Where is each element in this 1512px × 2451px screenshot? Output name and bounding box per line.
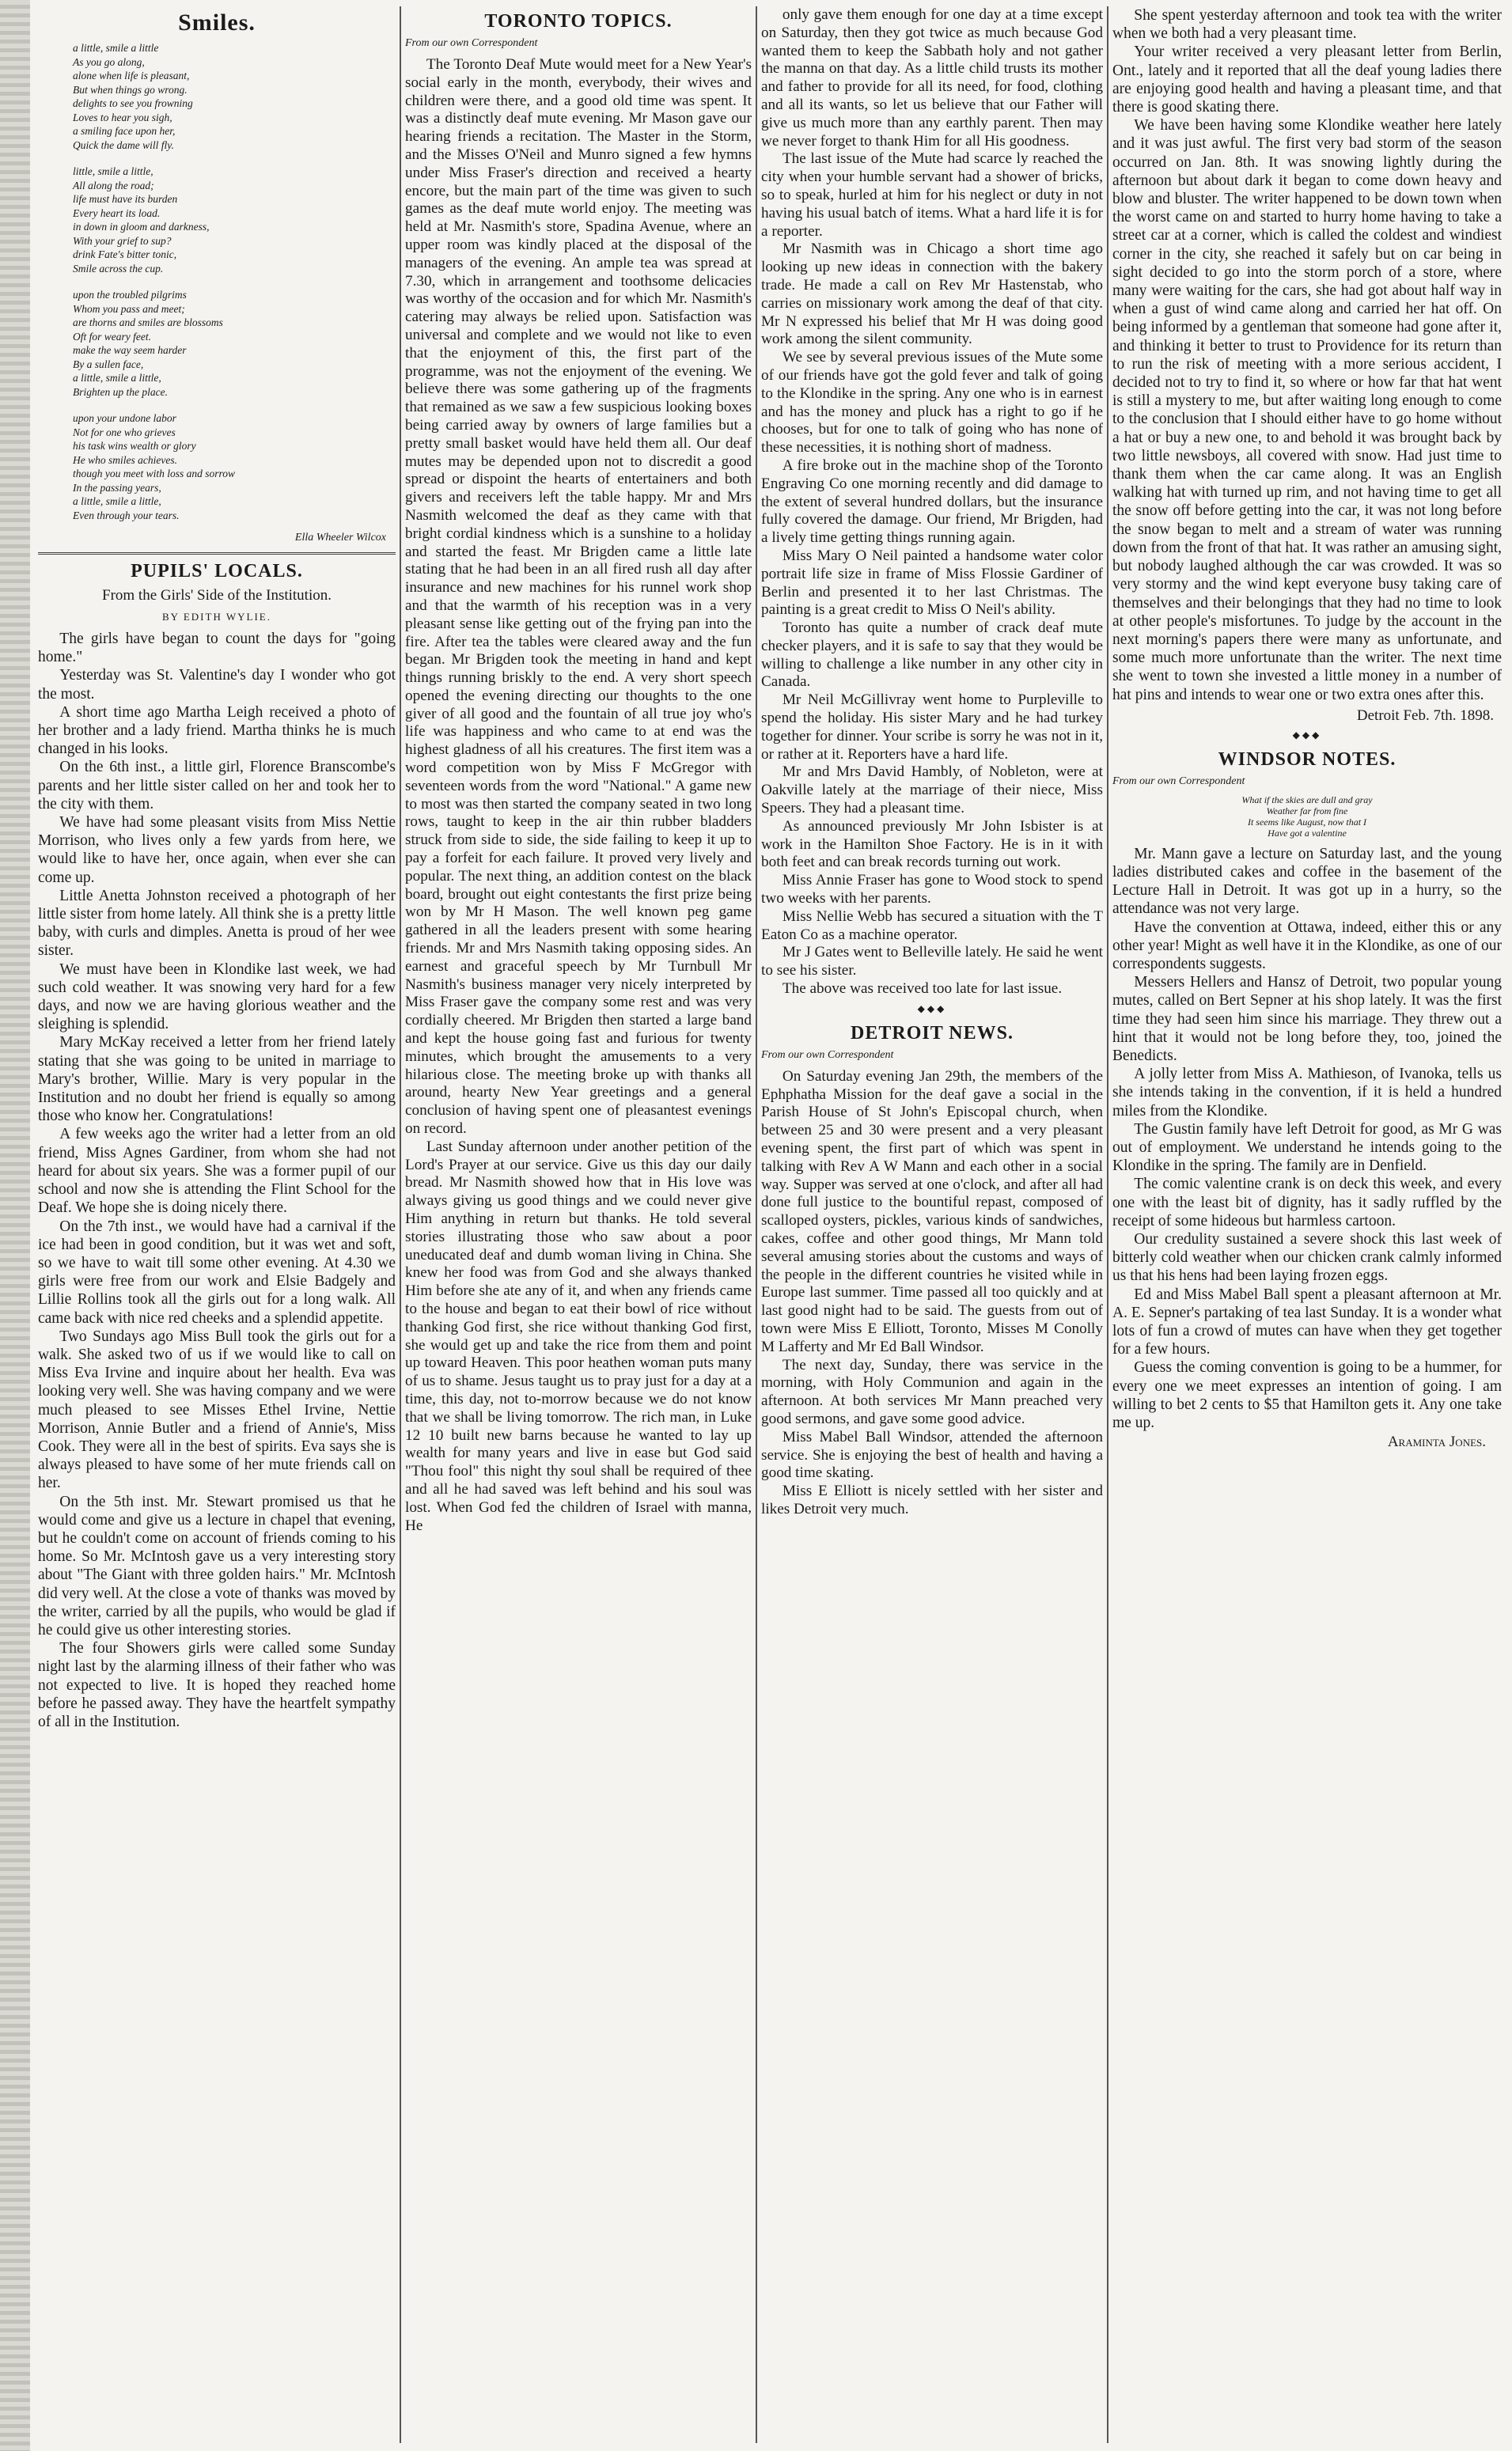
paragraph: The four Showers girls were called some Sunday night last by the alarming illness of their father who was not expected to live. It is hoped they reached home before he passed away. They have the heartfelt sympathy of all in the Institution. bbox=[38, 1640, 396, 1730]
detroit-news-byline: From our own Correspondent bbox=[761, 1048, 894, 1061]
motto-line: Weather far from fine bbox=[1266, 805, 1348, 816]
paragraph: Miss Mary O Neil painted a handsome water color portrait life size in frame of Miss Flossie Gardiner of Berlin and presented it to her last Christmas. The painting is a great credit to Miss O Neil's ability. bbox=[761, 547, 1103, 619]
windsor-notes-title: WINDSOR NOTES. bbox=[1218, 748, 1396, 770]
paragraph: Our credulity sustained a severe shock this last week of bitterly cold weather when our chicken crank calmly informed us that his hens had been laying frozen eggs. bbox=[1112, 1230, 1502, 1285]
paragraph: As announced previously Mr John Isbister is at work in the Hamilton Shoe Factory. He is in it with both feet and can break records turning out work. bbox=[761, 817, 1103, 871]
poem-line: upon the troubled pilgrims bbox=[73, 289, 187, 301]
poem-line: Whom you pass and meet; bbox=[73, 302, 185, 315]
poem-line: upon your undone labor bbox=[73, 412, 176, 424]
paragraph: The Toronto Deaf Mute would meet for a New Year's social early in the month, everybody, their wives and children were there, and a good old time was spent. It was a distinctly deaf mute evening. Mr Mason gave our hearing friends a recitation. The Master in the Storm, and the Misses O'Neil and Munro signed a few hymns under Miss Fraser's direction and received a hearty encore, but the main part of the time was given to such games as the deaf mute world enjoy. The meeting was held at Mr. Nasmith's store, Spadina Avenue, where an upper room was kindly placed at the disposal of the managers of the evening. An ample tea was spread at 7.30, which in arrangement and toothsome delicacies was worthy of the occasion and for which Mr. Nasmith's catering may always be relied upon. Satisfaction was universal and complete and we would not like to even that the enjoyment of this, the first part of the programme, was not the enjoyment of the evening. We believe there was some gathering up of the fragments that remained as we saw a few suspicious looking boxes being carried away by owners of large families but a pretty small basket would have held them all. Our deaf mutes may be depended upon not to discredit a good spread or dispoint the hearts of entertainers and both givers and receivers left the table happy. Mr and Mrs Nasmith welcomed the deaf as they came with that bright cordial kindness which is a sunshine to a holiday and started the feast. Mr Brigden came a little late stating that he had been in an all fired rush all day after insurance and new machines for his runnel work shop and that the warmth of his reception was in a very pleasant sense like getting out of the frying pan into the fire. After tea the tables were cleared away and the fun began. Mr Brigden took the meeting in hand and kept things running briskly to the end. A very short speech opened the evening directing our thoughts to the one giver of all good and the fountain of all true joy who's life was happiness and who came to at end was the highest gladness of all his creatures. The first item was a word competition won by Miss F McGregor with seventeen words from the word "National." A game new to most was then started the company seated in two long rows, taught to keep in the air thin rubber bladders struck from side to side, the side failing to keep it up to pay a forfeit for each failure. It proved very lively and popular. The next thing, an addition contest on the black board, brought out eight contestants the first prize being won by Mr H Mason. The well known peg game gathered in all the leaders present with some hearing friends. Mr and Mrs Nasmith taking opposing sides. An earnest and graceful speech by Mr Turnbull Mr Nasmith's business manager very nicely interpreted by Miss Fraser gave the company some rest and was very cordially cheered. Mr Brigden then started a large band and kept the house going fast and furious for twenty minutes, which brought the amusements to a very hilarious close. The meeting broke up with thanks all around, hearty New Year greetings and a general conclusion of having spent one of pleasantest evenings on record. bbox=[405, 56, 752, 1138]
paragraph: Mr and Mrs David Hambly, of Nobleton, were at Oakville lately at the marriage of their niece, Miss Speers. They had a pleasant time. bbox=[761, 763, 1103, 817]
poem-line: a little, smile a little bbox=[73, 42, 159, 54]
article-body bbox=[38, 630, 396, 1731]
toronto-topics-continued bbox=[761, 6, 1103, 998]
paragraph: On the 6th inst., a little girl, Florence Branscombe's parents and her little sister called on her and took her to the city with them. bbox=[38, 759, 396, 813]
poem-line: make the way seem harder bbox=[73, 344, 187, 356]
paragraph: The above was received too late for last issue. bbox=[782, 980, 1063, 998]
poem-line: Even through your tears. bbox=[73, 509, 180, 521]
poem-line: Brighten up the place. bbox=[73, 385, 168, 398]
poem-line: in down in gloom and darkness, bbox=[73, 221, 210, 233]
pupils-locals-title: PUPILS' LOCALS. bbox=[131, 561, 303, 581]
paragraph: Mary McKay received a letter from her friend lately stating that she was going to be united in marriage to Mary's brother, Willie. Mary is very popular in the Institution and no doubt her friend is equally so among those who know her. Congratulations! bbox=[38, 1034, 396, 1125]
detroit-news-article bbox=[761, 1023, 1103, 1519]
pupils-locals-subtitle: From the Girls' Side of the Institution. bbox=[102, 587, 332, 604]
toronto-topics-title: TORONTO TOPICS. bbox=[484, 11, 673, 32]
paragraph: A fire broke out in the machine shop of the Toronto Engraving Co one morning recently and did damage to the extent of several hundred dollars, but the insurance fully covered the damage. Our friend, Mr Brigden, had a lively time getting things running again. bbox=[761, 456, 1103, 547]
section-ornament: ◆◆◆ bbox=[1292, 729, 1322, 741]
poem-line: drink Fate's bitter tonic, bbox=[73, 248, 177, 260]
paragraph: Mr Neil McGillivray went home to Purpleville to spend the holiday. His sister Mary and he had turkey together for dinner. Your scribe is sorry he was not in it, or rather at it. Reporters have a hard life. bbox=[761, 691, 1103, 763]
paragraph: Toronto has quite a number of crack deaf mute checker players, and it is safe to say that they would be willing to challenge a like number in any other city in Canada. bbox=[761, 619, 1103, 691]
column-1 bbox=[38, 6, 396, 2443]
paragraph: The girls have began to count the days for "going home." bbox=[38, 631, 396, 666]
detroit-dateline: Detroit Feb. 7th. 1898. bbox=[1356, 707, 1494, 724]
paragraph: A short time ago Martha Leigh received a photo of her brother and a lady friend. Martha thinks he is much changed in his looks. bbox=[38, 703, 396, 758]
paragraph: Little Anetta Johnston received a photograph of her little sister from home lately. All think she is a pretty little baby, with curls and dimples. Anetta is proud of her wee sister. bbox=[38, 887, 396, 960]
poem-stanza bbox=[73, 165, 396, 275]
paragraph: The Gustin family have left Detroit for good, as Mr G was out of employment. We understand he intends going to the Klondike in the spring. The family are in Denfield. bbox=[1112, 1120, 1502, 1175]
paragraph: A few weeks ago the writer had a letter from an old friend, Miss Agnes Gardiner, from whom she had not heard for about six years. She was a former pupil of our school and now she is attending the Flint School for the Deaf. We hope she is doing nicely there. bbox=[38, 1126, 396, 1217]
poem-stanza bbox=[73, 288, 396, 399]
detroit-news-title: DETROIT NEWS. bbox=[851, 1022, 1014, 1044]
paragraph: She spent yesterday afternoon and took tea with the writer when we both had a very pleasant time. bbox=[1112, 7, 1502, 43]
paragraph: Guess the coming convention is going to be a hummer, for every one we meet expresses an intention of going. I am willing to bet 2 cents to $5 that Hamilton gets it. Any one take me up. bbox=[1112, 1359, 1502, 1432]
column-2 bbox=[405, 6, 752, 2443]
column-rule bbox=[1107, 6, 1108, 2443]
toronto-topics-byline: From our own Correspondent bbox=[405, 37, 538, 49]
poem-stanza bbox=[73, 41, 396, 152]
poem-line: Every heart its load. bbox=[73, 206, 161, 219]
paragraph: Two Sundays ago Miss Bull took the girls out for a walk. She asked two of us if we would like to call on Miss Eva Irvine and inquire about her health. Eva was looking very well. She was having company and we were much pleased to see Misses Ethel Irvine, Nettie Morrison, Annie Butler and a friend of Annie's, Miss Cook. They were all in the best of spirits. Eva says she is always pleased to have some of her mute friends call on her. bbox=[38, 1328, 396, 1492]
paragraph: Ed and Miss Mabel Ball spent a pleasant afternoon at Mr. A. E. Sepner's partaking of tea last Sunday. It is a wonder what lots of fun a crowd of mutes can have when they get together for a few hours. bbox=[1112, 1286, 1502, 1358]
poem-line: life must have its burden bbox=[73, 193, 178, 205]
poem-line: little, smile a little, bbox=[73, 165, 153, 177]
poem-line: are thorns and smiles are blossoms bbox=[73, 316, 223, 328]
windsor-signature: Araminta Jones. bbox=[1387, 1434, 1486, 1451]
poem-line: his task wins wealth or glory bbox=[73, 440, 196, 452]
poem-line: delights to see you frowning bbox=[73, 97, 193, 109]
paragraph: We have had some pleasant visits from Miss Nettie Morrison, who lives only a few yards from here, we would like to have her, once again, when ever she can come up. bbox=[38, 814, 396, 886]
poem-line: though you meet with loss and sorrow bbox=[73, 468, 236, 479]
windsor-notes-article bbox=[1112, 749, 1502, 1452]
poem-line: As you go along, bbox=[73, 55, 145, 68]
paragraph: Yesterday was St. Valentine's day I wonder who got the most. bbox=[38, 667, 396, 703]
article-body bbox=[405, 56, 752, 1535]
paragraph: On Saturday evening Jan 29th, the members of the Ephphatha Mission for the deaf gave a social in the Parish House of St John's Episcopal church, when between 25 and 30 were present and a very pleasant evening spent, the first part of which was spent in talking with Rev A W Mann and each other in a social way. Supper was served at one o'clock, and after all had done full justice to the bountiful repast, composed of scalloped oysters, pickles, various kinds of sandwiches, cakes, coffee and other good things, Mr Mann told several amusing stories about the customs and ways of the people in the different countries he visited while in Europe last summer. Time passed all too quickly and at last good night had to be said. The guests from out of town were Miss E Elliott, Toronto, Misses M Conolly M Lafferty and Mr Ed Ball Windsor. bbox=[761, 1067, 1103, 1355]
column-3 bbox=[761, 6, 1103, 2443]
paragraph: We must have been in Klondike last week, we had such cold weather. It was snowing very hard for a few days, and now we are having glorious weather and the sleighing is splendid. bbox=[38, 960, 396, 1033]
poem-author: Ella Wheeler Wilcox bbox=[294, 532, 386, 544]
article-body bbox=[1112, 845, 1502, 1433]
column-rule bbox=[756, 6, 757, 2443]
paragraph: A jolly letter from Miss A. Mathieson, of Ivanoka, tells us she intends taking in the convention, if it is held a hundred miles from the Klondike. bbox=[1112, 1066, 1502, 1119]
poem-line: But when things go wrong. bbox=[73, 83, 188, 96]
poem-line: Smile across the cup. bbox=[73, 262, 164, 275]
paragraph: Messers Hellers and Hansz of Detroit, two popular young mutes, called on Bert Sepner at his shop lately. It was the first time they had seen him since his marriage. They threw out a hint that it would not be long before they, too, joined the Benedicts. bbox=[1112, 974, 1502, 1064]
detroit-news-continued bbox=[1112, 6, 1502, 704]
column-4 bbox=[1112, 6, 1502, 2443]
poem-line: Not for one who grieves bbox=[73, 426, 176, 438]
paragraph: The next day, Sunday, there was service in the morning, with Holy Communion and again in the afternoon. At both services Mr Mann preached very good sermons, and gave some good advice. bbox=[761, 1356, 1103, 1427]
paragraph: Miss Nellie Webb has secured a situation with the T Eaton Co as a machine operator. bbox=[761, 907, 1103, 943]
paragraph: We see by several previous issues of the Mute some of our friends have got the gold fever and talk of going to the Klondike in the spring. Any one who is in earnest and has the money and pluck has a right to go if he chooses, but for one to talk of going who has none of these necessities, it is nothing short of madness. bbox=[761, 349, 1103, 456]
section-divider bbox=[38, 552, 396, 555]
paragraph: Miss Annie Fraser has gone to Wood stock to spend two weeks with her parents. bbox=[761, 872, 1103, 907]
poem-line: By a sullen face, bbox=[73, 358, 144, 370]
poem-line: Oft for weary feet. bbox=[73, 330, 151, 343]
poem-line: All along the road; bbox=[73, 179, 154, 191]
toronto-topics-article bbox=[405, 11, 752, 1535]
paragraph: Miss Mabel Ball Windsor, attended the afternoon service. She is enjoying the best of health and having a good time skating. bbox=[761, 1428, 1103, 1482]
poem-line: In the passing years, bbox=[73, 481, 161, 494]
poem-line: a smiling face upon her, bbox=[73, 125, 176, 137]
poem-title: Smiles. bbox=[178, 9, 256, 36]
paragraph: The comic valentine crank is on deck this week, and every one with the least bit of dignity, has it sadly ruffled by the receipt of some hideous but harmless cartoon. bbox=[1112, 1176, 1502, 1229]
paragraph: Have the convention at Ottawa, indeed, either this or any other year! Might as well have it in the Klondike, as one of our correspondents suggests. bbox=[1112, 919, 1502, 972]
column-rule bbox=[400, 6, 401, 2443]
poem-stanza bbox=[73, 411, 396, 522]
poem-line: Loves to hear you sigh, bbox=[73, 111, 172, 123]
page-binding-edge bbox=[0, 0, 30, 2451]
article-body bbox=[761, 1068, 1103, 1519]
paragraph: On the 7th inst., we would have had a carnival if the ice had been in good condition, but it was wet and soft, so we have to wait till some other evening. At 4.30 we girls were free from our work and Elsie Badgely and Lillie Rollins took all the girls out for a long walk. All came back with nice red cheeks and a splendid appetite. bbox=[38, 1218, 396, 1327]
poem-body bbox=[73, 41, 396, 522]
pupils-locals-author: BY EDITH WYLIE. bbox=[162, 611, 271, 623]
pupils-locals-article bbox=[38, 561, 396, 1731]
poem-line: He who smiles achieves. bbox=[73, 453, 177, 466]
motto-line: Have got a valentine bbox=[1268, 827, 1347, 839]
section-ornament: ◆◆◆ bbox=[917, 1002, 947, 1014]
windsor-motto-verse bbox=[1136, 794, 1478, 839]
poem-line: a little, smile a little, bbox=[73, 495, 161, 507]
paragraph: Your writer received a very pleasant letter from Berlin, Ont., lately and it reported that all the deaf young ladies there are enjoying good health and having a pleasant time, and that there is good skating there. bbox=[1112, 44, 1502, 116]
paragraph: Mr J Gates went to Belleville lately. He said he went to see his sister. bbox=[761, 944, 1103, 979]
paragraph: The last issue of the Mute had scarce ly reached the city when your humble servant had a shower of bricks, so to speak, hurled at him for his neglect or duty in not having his usual batch of items. What a hard life it is for a reporter. bbox=[761, 150, 1103, 240]
paragraph: only gave them enough for one day at a time except on Saturday, then they got twice as much because God wanted them to keep the Sabbath holy and not gather the manna on that day. As a little child trusts its mother and father to provide for all its need, for food, clothing and all its wants, so let us believe that our Father will give us much more than any earthly parent. Then may we never forget to thank Him for all His goodness. bbox=[761, 6, 1103, 150]
paragraph: On the 5th inst. Mr. Stewart promised us that he would come and give us a lecture in chapel that evening, but he couldn't come on account of friends coming to his home. So Mr. McIntosh gave us a very interesting story about "The Giant with three golden hairs." Mr. McIntosh did very well. At the close a vote of thanks was moved by the writer, carried by all the pupils, who would be glad if he could give us other interesting stories. bbox=[38, 1493, 396, 1638]
poem-line: Quick the dame will fly. bbox=[73, 138, 174, 151]
windsor-notes-byline: From our own Correspondent bbox=[1112, 775, 1245, 787]
paragraph: Mr. Mann gave a lecture on Saturday last, and the young ladies distributed cakes and coffee in the basement of the Lecture Hall in Detroit. It was got up in a hurry, so the attendance was not very large. bbox=[1112, 845, 1502, 918]
paragraph: We have been having some Klondike weather here lately and it was just awful. The first very bad storm of the season occurred on Jan. 8th. It was snowing lightly during the afternoon but about dark it began to come down heavy and blow and bluster. The writer happened to be down town when the worst came on and started to hurry home having to take a street car at a corner, which is called the coldest and windiest corner in the city, she reached it safely but on car being in sight decided to go into the storm porch of a store, where many were waiting for the cars, she had got about half way in when a gust of wind came along and carried her hat off. On being informed by a gentleman that someone had gone after it, and thinking it better to trust to Providence for its return than to run the risk of meeting with a more serious accident, I decided not to try to find it, so where or how far that hat went is still a mystery to me, but after waiting long enough to come to the conclusion that I should either have to go home without a hat or buy a new one, to and behold it was brought back by two little newsboys, all covered with snow. Had just time to thank them when the car came along. It was an English walking hat with turned up rim, and not having time to get all the snow off before getting into the car, it was not long before the snow began to melt and a stream of water was running down from the front of that hat. It was rather an amusing sight, but nobody laughed although the car was crowded. It was so very stormy and the wind kept everyone busy taking care of themselves and their belongings that they had no time to look at other people's misfortunes. To judge by the account in the next morning's papers there were many as unfortunate, and some much more unfortunate than the writer. The next time she went to town she invested a little money in a number of hat pins and intends to wear one or two extra ones after this. bbox=[1112, 117, 1502, 703]
poem-line: With your grief to sup? bbox=[73, 234, 172, 247]
smiles-poem bbox=[38, 9, 396, 544]
poem-line: alone when life is pleasant, bbox=[73, 70, 190, 81]
paragraph: Mr Nasmith was in Chicago a short time ago looking up new ideas in connection with the bakery trade. He made a call on Rev Mr Hastenstab, who carries on missionary work among the deaf of that city. Mr N expressed his belief that Mr H was doing good work among the silent community. bbox=[761, 241, 1103, 348]
paragraph: Miss E Elliott is nicely settled with her sister and likes Detroit very much. bbox=[761, 1483, 1103, 1517]
poem-line: a little, smile a little, bbox=[73, 372, 161, 384]
motto-line: It seems like August, now that I bbox=[1247, 816, 1367, 828]
paragraph: Last Sunday afternoon under another petition of the Lord's Prayer at our service. Give us this day our daily bread. Mr Nasmith showed how that in His love was always giving us good things and we could never give Him anything in return but thanks. He told several stories illustrating those who saw about a poor uneducated deaf and dumb woman living in China. She knew her food was from God and she always thanked Him before she ate any of it, and when any friends came to the house and began to eat their bowl of rice without thanking God first, she rice without thanking God first, she would get up and take the rice from them and point up toward Heaven. This poor heathen woman puts many of us to shame. Jesus taught us to pray just for a day at a time, this day, not to-morrow because we do not know that we shall be living tomorrow. The rich man, in Luke 12 10 built new barns because he wanted to lay up wealth for many years and live in ease but God said "Thou fool" this night thy soul shall be required of thee and all he had saved was left behind and his soul was lost. When God fed the children of Israel with manna, He bbox=[405, 1138, 752, 1534]
motto-line: What if the skies are dull and gray bbox=[1241, 794, 1373, 805]
